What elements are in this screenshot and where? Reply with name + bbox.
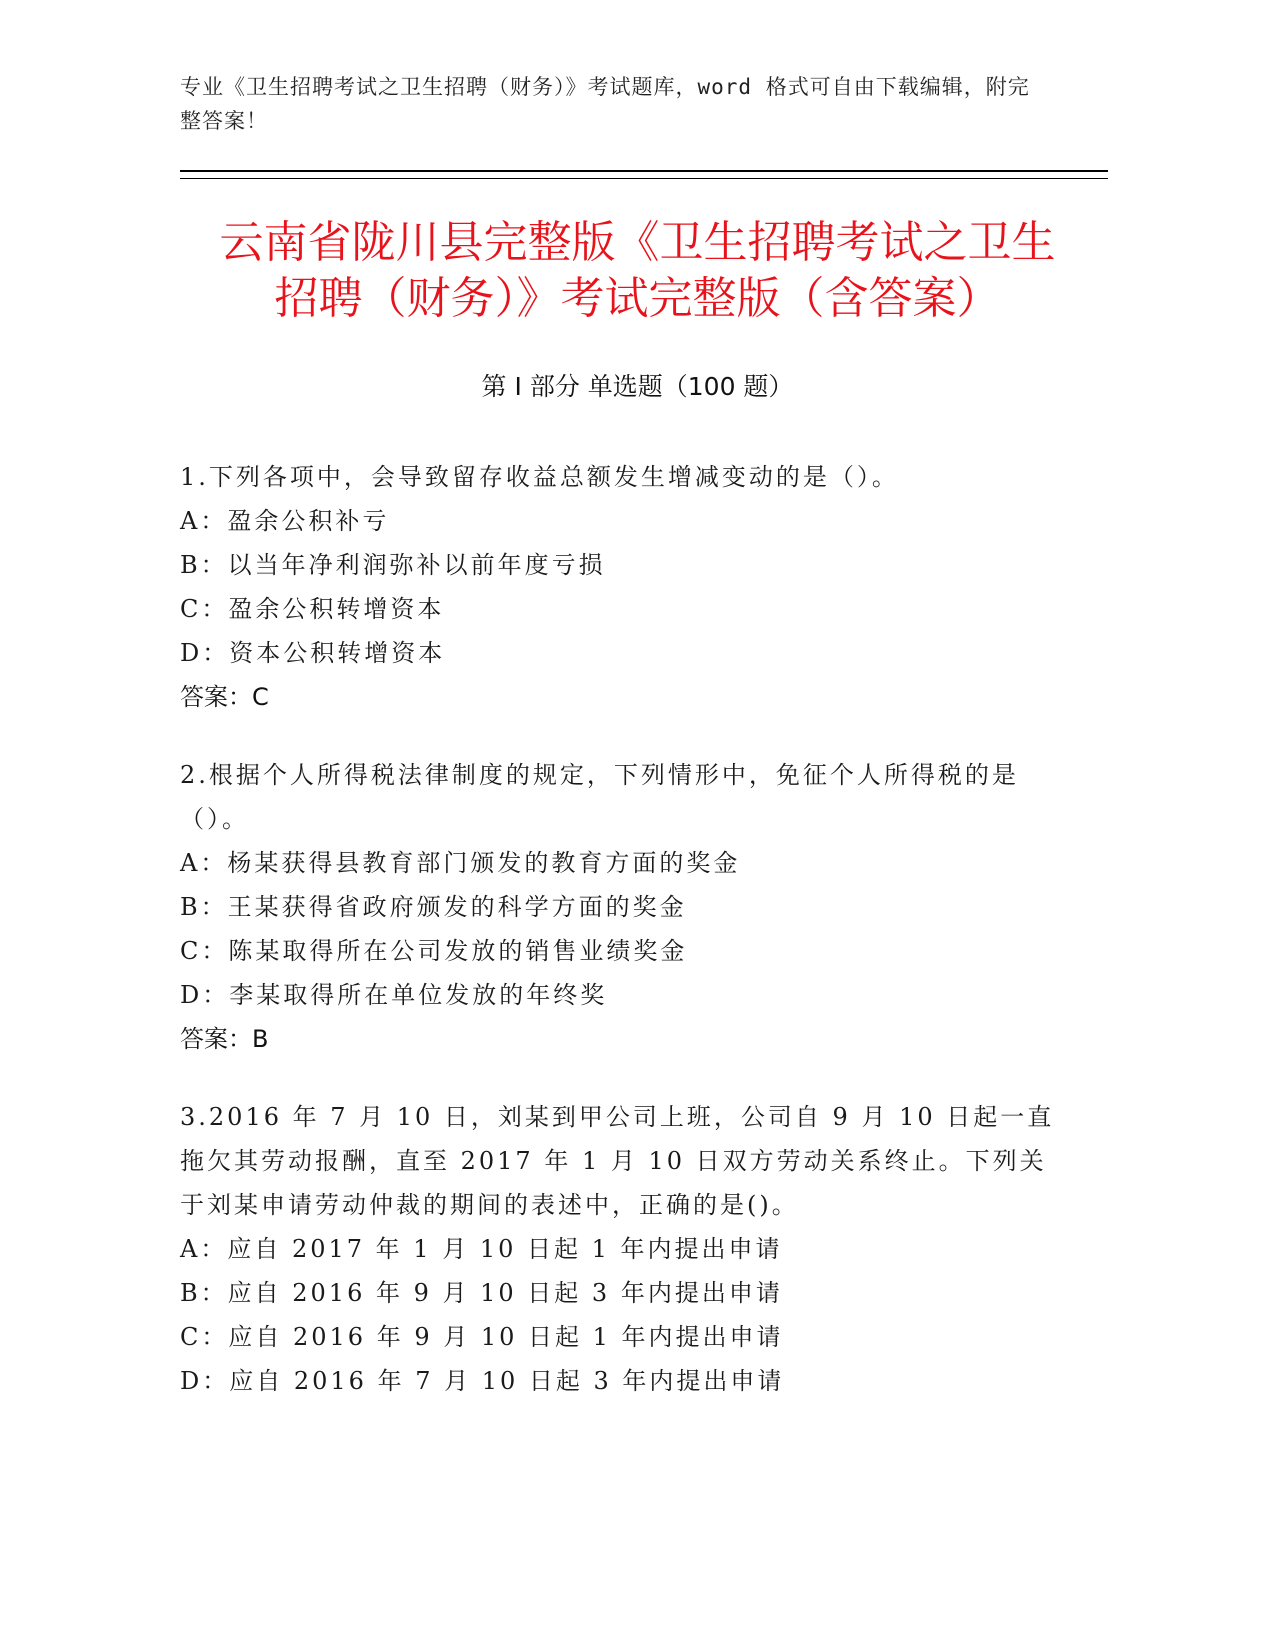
option-a: A：应自 2017 年 1 月 10 日起 1 年内提出申请 [180, 1235, 783, 1263]
document-title-line-2: 招聘（财务）》考试完整版（含答案） [274, 273, 1001, 324]
question-1 [180, 455, 1060, 719]
section-title: 第 I 部分 单选题（100 题） [481, 372, 794, 401]
question-stem: 2.根据个人所得税法律制度的规定，下列情形中，免征个人所得税的是（）。 [180, 761, 1019, 833]
document-title-line-1: 云南省陇川县完整版《卫生招聘考试之卫生 [219, 217, 1056, 268]
option-d: D：应自 2016 年 7 月 10 日起 3 年内提出申请 [180, 1367, 785, 1395]
question-2 [180, 753, 1060, 1061]
header-rule-thin [180, 178, 1108, 179]
option-b: B：王某获得省政府颁发的科学方面的奖金 [180, 893, 687, 921]
option-b: B：应自 2016 年 9 月 10 日起 3 年内提出申请 [180, 1279, 783, 1307]
option-a: A：杨某获得县教育部门颁发的教育方面的奖金 [180, 849, 741, 877]
option-d: D：李某取得所在单位发放的年终奖 [180, 981, 608, 1009]
question-stem: 1.下列各项中，会导致留存收益总额发生增减变动的是（）。 [180, 463, 899, 491]
option-a: A：盈余公积补亏 [180, 507, 390, 535]
question-stem: 3.2016 年 7 月 10 日，刘某到甲公司上班，公司自 9 月 10 日起一直拖欠其劳动报酬，直至 2017 年 1 月 10 日双方劳动关系终止。下列关于刘某申请劳动仲裁的期间的表述中，正确的是()。 [180, 1103, 1055, 1219]
option-c: C：应自 2016 年 9 月 10 日起 1 年内提出申请 [180, 1323, 784, 1351]
option-c: C：陈某取得所在公司发放的销售业绩奖金 [180, 937, 688, 965]
header-note: 专业《卫生招聘考试之卫生招聘（财务）》考试题库，word 格式可自由下载编辑，附完整答案！ [180, 75, 1030, 133]
document-title [150, 215, 1125, 327]
answer: 答案：B [180, 1025, 269, 1053]
question-list [180, 455, 1060, 1437]
option-c: C：盈余公积转增资本 [180, 595, 445, 623]
option-b: B：以当年净利润弥补以前年度亏损 [180, 551, 606, 579]
option-d: D：资本公积转增资本 [180, 639, 446, 667]
header-rule-thick [180, 170, 1108, 172]
question-3 [180, 1095, 1060, 1403]
answer: 答案：C [180, 683, 269, 711]
